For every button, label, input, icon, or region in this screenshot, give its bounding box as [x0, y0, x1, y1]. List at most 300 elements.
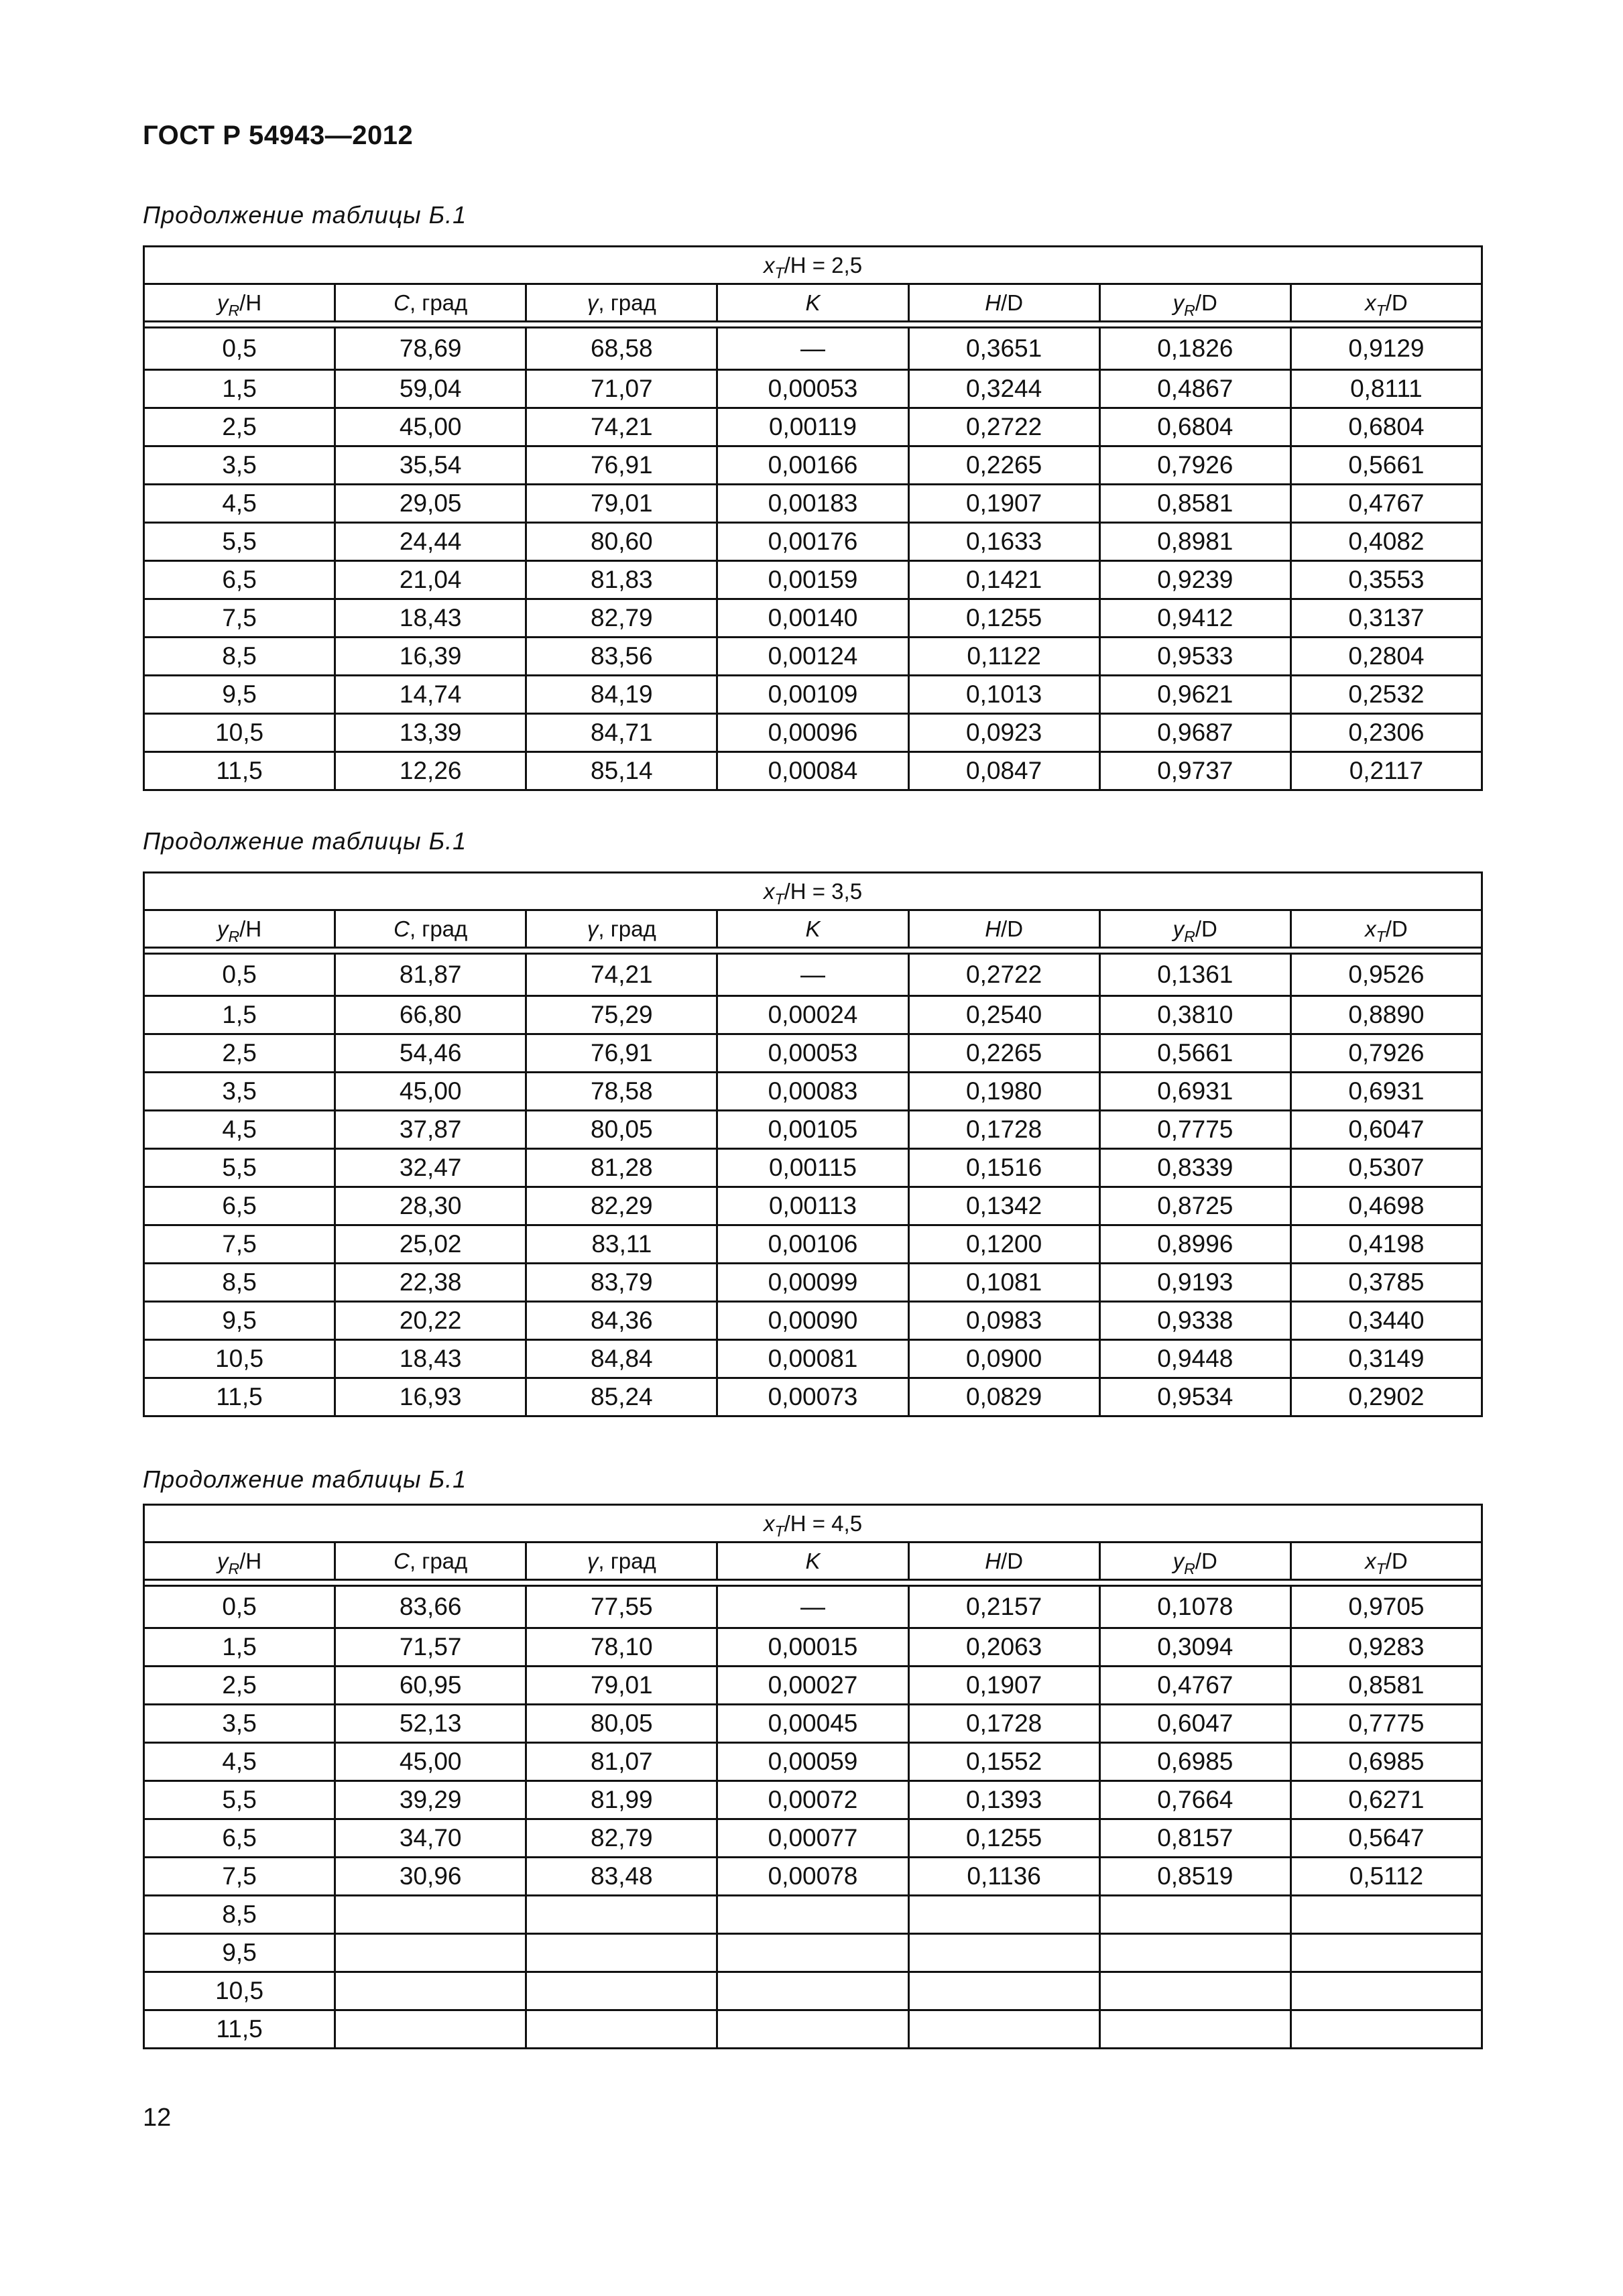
- table-cell: 0,00105: [717, 1111, 908, 1149]
- table-cell: [1290, 2010, 1482, 2049]
- table-cell: 0,00140: [717, 599, 908, 638]
- table-cell: 83,11: [526, 1225, 717, 1264]
- table-cell: 0,6931: [1099, 1073, 1290, 1111]
- table-row: [144, 1149, 1482, 1187]
- table-cell: [1099, 2010, 1290, 2049]
- table-cell: 8,5: [144, 1896, 335, 1934]
- table-cell: 0,2117: [1290, 752, 1482, 790]
- table-row: [144, 446, 1482, 485]
- table-cell: 13,39: [335, 714, 526, 752]
- table-cell: 9,5: [144, 1934, 335, 1972]
- table-cell: 0,6047: [1290, 1111, 1482, 1149]
- table-cell: [1290, 1896, 1482, 1934]
- table-cell: 0,00115: [717, 1149, 908, 1187]
- table-cell: 0,9129: [1290, 328, 1482, 370]
- table-cell: 0,6804: [1099, 408, 1290, 446]
- table-cell: 84,71: [526, 714, 717, 752]
- table-cell: 0,5661: [1290, 446, 1482, 485]
- column-header: K: [717, 1543, 908, 1580]
- table-cell: 0,1136: [908, 1858, 1099, 1896]
- table-cell: 84,19: [526, 676, 717, 714]
- table-cell: 0,9448: [1099, 1340, 1290, 1378]
- table-cell: 0,3244: [908, 370, 1099, 408]
- column-header: $x_T/D$: [1290, 910, 1482, 948]
- table-row: [144, 1858, 1482, 1896]
- table-cell: 0,00078: [717, 1858, 908, 1896]
- table-cell: 0,3137: [1290, 599, 1482, 638]
- table-cell: 81,28: [526, 1149, 717, 1187]
- table-cell: 0,2722: [908, 954, 1099, 996]
- table-row: [144, 1302, 1482, 1340]
- table-row: [144, 996, 1482, 1034]
- table-cell: 0,00159: [717, 561, 908, 599]
- table-cell: 0,00096: [717, 714, 908, 752]
- table-cell: 0,8157: [1099, 1819, 1290, 1858]
- table-cell: 0,1980: [908, 1073, 1099, 1111]
- table-cell: 0,00106: [717, 1225, 908, 1264]
- table-cell: 2,5: [144, 1667, 335, 1705]
- table-cell: 83,48: [526, 1858, 717, 1896]
- table-cell: 71,57: [335, 1628, 526, 1667]
- table-cell: 0,9533: [1099, 638, 1290, 676]
- table-cell: 0,00081: [717, 1340, 908, 1378]
- table-cell: 1,5: [144, 996, 335, 1034]
- table-row: [144, 638, 1482, 676]
- table-cell: 0,1342: [908, 1187, 1099, 1225]
- table-cell: 32,47: [335, 1149, 526, 1187]
- table-cell: 0,6271: [1290, 1781, 1482, 1819]
- table-cell: 76,91: [526, 446, 717, 485]
- column-header: $y_R/H$: [144, 1543, 335, 1580]
- table-row: [144, 1667, 1482, 1705]
- table-cell: 0,1393: [908, 1781, 1099, 1819]
- table-cell: 8,5: [144, 638, 335, 676]
- table-cell: 81,83: [526, 561, 717, 599]
- table-cell: 82,29: [526, 1187, 717, 1225]
- page-number: 12: [143, 2104, 172, 2132]
- table-cell: [1099, 1934, 1290, 1972]
- table-cell: [908, 1934, 1099, 1972]
- table-cell: 5,5: [144, 523, 335, 561]
- table-row: [144, 370, 1482, 408]
- table-cell: 76,91: [526, 1034, 717, 1073]
- table-cell: 79,01: [526, 1667, 717, 1705]
- table-cell: 0,7664: [1099, 1781, 1290, 1819]
- table-cell: 0,1516: [908, 1149, 1099, 1187]
- table-row: [144, 1340, 1482, 1378]
- table-cell: 0,1081: [908, 1264, 1099, 1302]
- table-cell: 0,2722: [908, 408, 1099, 446]
- table-cell: 0,4867: [1099, 370, 1290, 408]
- table-cell: 0,8339: [1099, 1149, 1290, 1187]
- column-header: K: [717, 284, 908, 322]
- table-row: [144, 599, 1482, 638]
- header-divider: [144, 948, 1482, 954]
- table-cell: 0,9412: [1099, 599, 1290, 638]
- table-cell: 78,69: [335, 328, 526, 370]
- table-caption: Продолжение таблицы Б.1: [143, 827, 467, 855]
- table-cell: 0,9534: [1099, 1378, 1290, 1416]
- table-row: [144, 328, 1482, 370]
- table-cell: 0,9687: [1099, 714, 1290, 752]
- table-caption: Продолжение таблицы Б.1: [143, 201, 467, 229]
- column-header: H/D: [908, 1543, 1099, 1580]
- table-cell: 81,87: [335, 954, 526, 996]
- table-cell: 0,00113: [717, 1187, 908, 1225]
- table-cell: 0,1633: [908, 523, 1099, 561]
- header-divider: [144, 1580, 1482, 1586]
- table-cell: 0,4767: [1290, 485, 1482, 523]
- table-cell: 54,46: [335, 1034, 526, 1073]
- table-cell: 0,5661: [1099, 1034, 1290, 1073]
- table-cell: 0,00073: [717, 1378, 908, 1416]
- table-cell: 11,5: [144, 1378, 335, 1416]
- table-cell: 30,96: [335, 1858, 526, 1896]
- column-header: K: [717, 910, 908, 948]
- table-cell: 0,6931: [1290, 1073, 1482, 1111]
- table-cell: 0,9526: [1290, 954, 1482, 996]
- column-header: γ, град: [526, 910, 717, 948]
- table-cell: 0,8111: [1290, 370, 1482, 408]
- table-cell: 78,10: [526, 1628, 717, 1667]
- table-cell: 18,43: [335, 599, 526, 638]
- table-cell: 2,5: [144, 408, 335, 446]
- table-cell: 35,54: [335, 446, 526, 485]
- table-cell: 10,5: [144, 1340, 335, 1378]
- data-table: [143, 1504, 1483, 2049]
- table-cell: 83,79: [526, 1264, 717, 1302]
- table-cell: 7,5: [144, 1225, 335, 1264]
- table-cell: 45,00: [335, 408, 526, 446]
- table-cell: 0,3440: [1290, 1302, 1482, 1340]
- table-cell: [335, 1972, 526, 2010]
- table-cell: 0,00083: [717, 1073, 908, 1111]
- table-cell: 0,7926: [1099, 446, 1290, 485]
- table-cell: 0,8519: [1099, 1858, 1290, 1896]
- table-cell: 0,00099: [717, 1264, 908, 1302]
- table-cell: 25,02: [335, 1225, 526, 1264]
- table-cell: 0,5: [144, 328, 335, 370]
- table-cell: 0,00027: [717, 1667, 908, 1705]
- table-cell: [335, 2010, 526, 2049]
- column-header: C, град: [335, 1543, 526, 1580]
- table-cell: [526, 1972, 717, 2010]
- table-cell: 0,1013: [908, 676, 1099, 714]
- table-cell: 0,2265: [908, 1034, 1099, 1073]
- table-cell: 3,5: [144, 1073, 335, 1111]
- table-cell: 80,05: [526, 1111, 717, 1149]
- document-header: ГОСТ Р 54943—2012: [143, 121, 414, 150]
- table-row: [144, 1034, 1482, 1073]
- table-cell: 0,7926: [1290, 1034, 1482, 1073]
- table-cell: 0,9239: [1099, 561, 1290, 599]
- table-cell: 0,9193: [1099, 1264, 1290, 1302]
- table-cell: 14,74: [335, 676, 526, 714]
- table-cell: 0,9737: [1099, 752, 1290, 790]
- table-cell: 0,4198: [1290, 1225, 1482, 1264]
- table-cell: 7,5: [144, 1858, 335, 1896]
- table-cell: 28,30: [335, 1187, 526, 1225]
- table-cell: 60,95: [335, 1667, 526, 1705]
- table-cell: 79,01: [526, 485, 717, 523]
- table-cell: 0,2902: [1290, 1378, 1482, 1416]
- table-cell: 12,26: [335, 752, 526, 790]
- table-cell: 0,3094: [1099, 1628, 1290, 1667]
- table-cell: 0,1728: [908, 1111, 1099, 1149]
- table-row: [144, 1586, 1482, 1628]
- table-cell: 0,1552: [908, 1743, 1099, 1781]
- table-cell: 0,00090: [717, 1302, 908, 1340]
- table-caption: Продолжение таблицы Б.1: [143, 1465, 467, 1493]
- table-title: $x_T/H = 3,5$: [144, 873, 1482, 910]
- table-cell: 4,5: [144, 1111, 335, 1149]
- table-row: [144, 1187, 1482, 1225]
- table-cell: 24,44: [335, 523, 526, 561]
- column-header: C, град: [335, 284, 526, 322]
- table-cell: 0,1200: [908, 1225, 1099, 1264]
- column-header: $y_R/D$: [1099, 284, 1290, 322]
- column-header: $y_R/H$: [144, 910, 335, 948]
- table-cell: 0,7775: [1290, 1705, 1482, 1743]
- table-cell: 11,5: [144, 752, 335, 790]
- data-table: [143, 245, 1483, 791]
- column-header: C, град: [335, 910, 526, 948]
- table-cell: 0,0829: [908, 1378, 1099, 1416]
- table-cell: [717, 2010, 908, 2049]
- table-row: [144, 1628, 1482, 1667]
- table-cell: 18,43: [335, 1340, 526, 1378]
- table-cell: 0,1728: [908, 1705, 1099, 1743]
- table-cell: 0,2265: [908, 446, 1099, 485]
- table-cell: 10,5: [144, 1972, 335, 2010]
- table-cell: 0,00072: [717, 1781, 908, 1819]
- column-header: $y_R/D$: [1099, 1543, 1290, 1580]
- table-cell: 0,1255: [908, 1819, 1099, 1858]
- table-cell: 85,24: [526, 1378, 717, 1416]
- table-row: [144, 523, 1482, 561]
- table-cell: 0,0923: [908, 714, 1099, 752]
- header-divider: [144, 322, 1482, 328]
- table-cell: 0,8725: [1099, 1187, 1290, 1225]
- table-cell: [1099, 1896, 1290, 1934]
- table-cell: 0,00166: [717, 446, 908, 485]
- table-cell: [717, 1972, 908, 2010]
- table-row: [144, 1378, 1482, 1416]
- table-cell: 77,55: [526, 1586, 717, 1628]
- table-cell: 29,05: [335, 485, 526, 523]
- table-cell: 0,8581: [1290, 1667, 1482, 1705]
- table-cell: 0,4082: [1290, 523, 1482, 561]
- table-cell: 71,07: [526, 370, 717, 408]
- table-cell: [335, 1934, 526, 1972]
- column-header: γ, град: [526, 1543, 717, 1580]
- table-cell: 0,8981: [1099, 523, 1290, 561]
- table-row: [144, 954, 1482, 996]
- table-cell: 0,1361: [1099, 954, 1290, 996]
- table-cell: 0,5: [144, 954, 335, 996]
- table-cell: 4,5: [144, 485, 335, 523]
- table-cell: 6,5: [144, 1187, 335, 1225]
- table-cell: —: [717, 1586, 908, 1628]
- table-cell: 0,2306: [1290, 714, 1482, 752]
- table-row: [144, 408, 1482, 446]
- table-cell: 8,5: [144, 1264, 335, 1302]
- table-cell: 0,6985: [1290, 1743, 1482, 1781]
- table-cell: [526, 1934, 717, 1972]
- table-cell: 0,2157: [908, 1586, 1099, 1628]
- table-cell: 0,5647: [1290, 1819, 1482, 1858]
- table-cell: 59,04: [335, 370, 526, 408]
- table-cell: 0,1122: [908, 638, 1099, 676]
- column-header: $x_T/D$: [1290, 1543, 1482, 1580]
- table-cell: 0,6804: [1290, 408, 1482, 446]
- table-cell: 0,8996: [1099, 1225, 1290, 1264]
- table-cell: 0,3785: [1290, 1264, 1482, 1302]
- table-cell: 0,00124: [717, 638, 908, 676]
- table-title: $x_T/H = 2,5$: [144, 247, 1482, 284]
- table-cell: [526, 1896, 717, 1934]
- column-header: $y_R/H$: [144, 284, 335, 322]
- table-cell: 0,3553: [1290, 561, 1482, 599]
- table-cell: 84,84: [526, 1340, 717, 1378]
- table-row: [144, 561, 1482, 599]
- table-row: [144, 1264, 1482, 1302]
- table-cell: 4,5: [144, 1743, 335, 1781]
- table-cell: 0,00119: [717, 408, 908, 446]
- table-cell: 0,1078: [1099, 1586, 1290, 1628]
- table-cell: 0,8581: [1099, 485, 1290, 523]
- table-cell: 2,5: [144, 1034, 335, 1073]
- table-cell: 0,5307: [1290, 1149, 1482, 1187]
- table-cell: 39,29: [335, 1781, 526, 1819]
- table-cell: 0,1826: [1099, 328, 1290, 370]
- table-cell: 0,00109: [717, 676, 908, 714]
- table-cell: 0,2804: [1290, 638, 1482, 676]
- table-row: [144, 1896, 1482, 1934]
- table-cell: 82,79: [526, 1819, 717, 1858]
- table-cell: 84,36: [526, 1302, 717, 1340]
- table-cell: 3,5: [144, 1705, 335, 1743]
- table-row: [144, 676, 1482, 714]
- table-cell: 66,80: [335, 996, 526, 1034]
- table-cell: [908, 1972, 1099, 2010]
- table-cell: 74,21: [526, 408, 717, 446]
- table-cell: [717, 1934, 908, 1972]
- table-cell: [908, 1896, 1099, 1934]
- table-cell: 82,79: [526, 599, 717, 638]
- table-cell: 1,5: [144, 370, 335, 408]
- table-row: [144, 1225, 1482, 1264]
- table-cell: 9,5: [144, 676, 335, 714]
- table-row: [144, 1781, 1482, 1819]
- table-cell: 45,00: [335, 1743, 526, 1781]
- table-cell: 0,9705: [1290, 1586, 1482, 1628]
- table-cell: 0,00183: [717, 485, 908, 523]
- table-cell: 74,21: [526, 954, 717, 996]
- table-cell: 83,66: [335, 1586, 526, 1628]
- table-row: [144, 1111, 1482, 1149]
- table-cell: 0,3149: [1290, 1340, 1482, 1378]
- table-cell: 0,1421: [908, 561, 1099, 599]
- table-cell: 85,14: [526, 752, 717, 790]
- column-header: $x_T/D$: [1290, 284, 1482, 322]
- table-cell: 81,07: [526, 1743, 717, 1781]
- column-header: H/D: [908, 910, 1099, 948]
- table-cell: 78,58: [526, 1073, 717, 1111]
- table-cell: 37,87: [335, 1111, 526, 1149]
- table-cell: 0,3810: [1099, 996, 1290, 1034]
- table-cell: [1290, 1934, 1482, 1972]
- table-row: [144, 1705, 1482, 1743]
- table-cell: [335, 1896, 526, 1934]
- table-cell: 0,9338: [1099, 1302, 1290, 1340]
- column-header: $y_R/D$: [1099, 910, 1290, 948]
- table-cell: 0,0847: [908, 752, 1099, 790]
- table-cell: [1290, 1972, 1482, 2010]
- table-cell: 34,70: [335, 1819, 526, 1858]
- table-cell: 6,5: [144, 561, 335, 599]
- table-cell: 75,29: [526, 996, 717, 1034]
- table-cell: 3,5: [144, 446, 335, 485]
- table-cell: 0,9283: [1290, 1628, 1482, 1667]
- table-cell: 0,4767: [1099, 1667, 1290, 1705]
- table-cell: 0,2532: [1290, 676, 1482, 714]
- table-cell: 68,58: [526, 328, 717, 370]
- table-cell: 0,0983: [908, 1302, 1099, 1340]
- table-cell: 20,22: [335, 1302, 526, 1340]
- table-cell: 1,5: [144, 1628, 335, 1667]
- table-cell: 0,00053: [717, 1034, 908, 1073]
- table-cell: 0,00077: [717, 1819, 908, 1858]
- table-cell: 6,5: [144, 1819, 335, 1858]
- table-cell: 0,5112: [1290, 1858, 1482, 1896]
- table-cell: 0,00053: [717, 370, 908, 408]
- table-row: [144, 714, 1482, 752]
- table-cell: 0,5: [144, 1586, 335, 1628]
- table-row: [144, 1934, 1482, 1972]
- table-cell: [717, 1896, 908, 1934]
- table-cell: 0,2063: [908, 1628, 1099, 1667]
- table-cell: 45,00: [335, 1073, 526, 1111]
- table-cell: 81,99: [526, 1781, 717, 1819]
- table-cell: —: [717, 954, 908, 996]
- table-row: [144, 752, 1482, 790]
- table-cell: —: [717, 328, 908, 370]
- table-cell: [908, 2010, 1099, 2049]
- table-cell: 5,5: [144, 1149, 335, 1187]
- table-cell: 0,0900: [908, 1340, 1099, 1378]
- table-cell: 16,93: [335, 1378, 526, 1416]
- table-cell: 52,13: [335, 1705, 526, 1743]
- table-row: [144, 1073, 1482, 1111]
- table-cell: 0,1255: [908, 599, 1099, 638]
- table-cell: 0,00045: [717, 1705, 908, 1743]
- table-cell: 21,04: [335, 561, 526, 599]
- table-cell: 0,00015: [717, 1628, 908, 1667]
- table-row: [144, 1743, 1482, 1781]
- table-row: [144, 485, 1482, 523]
- table-cell: 7,5: [144, 599, 335, 638]
- column-header: γ, град: [526, 284, 717, 322]
- table-cell: 0,6047: [1099, 1705, 1290, 1743]
- table-cell: 5,5: [144, 1781, 335, 1819]
- table-cell: 0,6985: [1099, 1743, 1290, 1781]
- table-cell: 0,1907: [908, 1667, 1099, 1705]
- table-cell: 0,7775: [1099, 1111, 1290, 1149]
- table-title: $x_T/H = 4,5$: [144, 1505, 1482, 1543]
- table-cell: 22,38: [335, 1264, 526, 1302]
- table-cell: 80,60: [526, 523, 717, 561]
